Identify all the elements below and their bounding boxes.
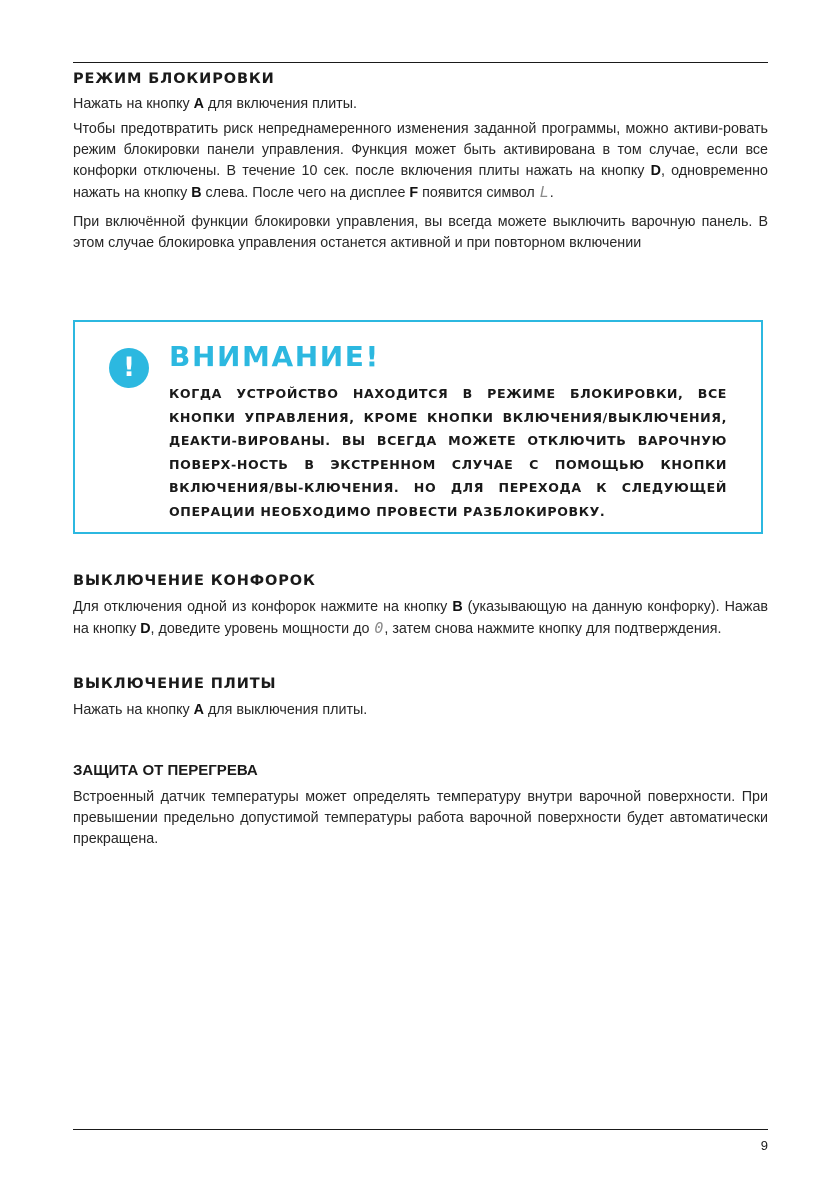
exclamation-icon: ! bbox=[109, 348, 149, 388]
display-lock-symbol: L bbox=[539, 183, 549, 201]
top-rule bbox=[73, 62, 768, 63]
lock-paragraph-3: При включённой функции блокировки управления, вы всегда можете выключить варочную панель. В этом случае блокировка управления останется активной и при повторном включении bbox=[73, 214, 768, 251]
section-heading-stove-off: ВЫКЛЮЧЕНИЕ ПЛИТЫ bbox=[73, 676, 277, 692]
warning-title: ВНИМАНИЕ! bbox=[169, 340, 380, 373]
warning-box bbox=[73, 320, 763, 534]
section-heading-lock: РЕЖИМ БЛОКИРОВКИ bbox=[73, 71, 275, 87]
power-level-zero-symbol: 0 bbox=[374, 619, 384, 637]
page-number: 9 bbox=[760, 1138, 768, 1153]
section-heading-burners-off: ВЫКЛЮЧЕНИЕ КОНФОРОК bbox=[73, 573, 316, 589]
stove-off-paragraph: Нажать на кнопку A для выключения плиты. bbox=[73, 702, 368, 718]
overheat-paragraph: Встроенный датчик температуры может определять температуру внутри варочной поверхности. При превышении предельно допустимой температуры работа варочной поверхности будет автоматически прекращена. bbox=[73, 789, 768, 847]
burners-off-paragraph: Для отключения одной из конфорок нажмите на кнопку B (указывающую на данную конфорку). Нажав на кнопку D, доведите уровень мощности до 0, затем снова нажмите кнопку для подтверждения. bbox=[73, 599, 768, 637]
lock-paragraph-1: Нажать на кнопку A для включения плиты. bbox=[73, 96, 357, 112]
bottom-rule bbox=[73, 1129, 768, 1130]
lock-paragraph-2: Чтобы предотвратить риск непреднамеренного изменения заданной программы, можно активи-ровать режим блокировки панели управления. Функция может быть активирована в том случае, если все конфорки отключены. В течение 10 сек. после включения плиты нажать на кнопку D, одновременно нажать на кнопку B слева. После чего на дисплее F появится символ L. bbox=[73, 121, 769, 201]
section-heading-overheat: ЗАЩИТА ОТ ПЕРЕГРЕВА bbox=[73, 762, 258, 779]
warning-text: КОГДА УСТРОЙСТВО НАХОДИТСЯ В РЕЖИМЕ БЛОКИРОВКИ, ВСЕ КНОПКИ УПРАВЛЕНИЯ, КРОМЕ КНОПКИ ВКЛЮЧЕНИЯ/ВЫКЛЮЧЕНИЯ, ДЕАКТИ-ВИРОВАНЫ. ВЫ ВСЕГДА МОЖЕТЕ ОТКЛЮЧИТЬ ВАРОЧНУЮ ПОВЕРХ-НОСТЬ В ЭКСТРЕННОМ СЛУЧАЕ С ПОМОЩЬЮ КНОПКИ ВКЛЮЧЕНИЯ/ВЫ-КЛЮЧЕНИЯ. НО ДЛЯ ПЕРЕХОДА К СЛЕДУЮЩЕЙ ОПЕРАЦИИ НЕОБХОДИМО ПРОВЕСТИ РАЗБЛОКИРОВКУ. bbox=[169, 386, 727, 519]
